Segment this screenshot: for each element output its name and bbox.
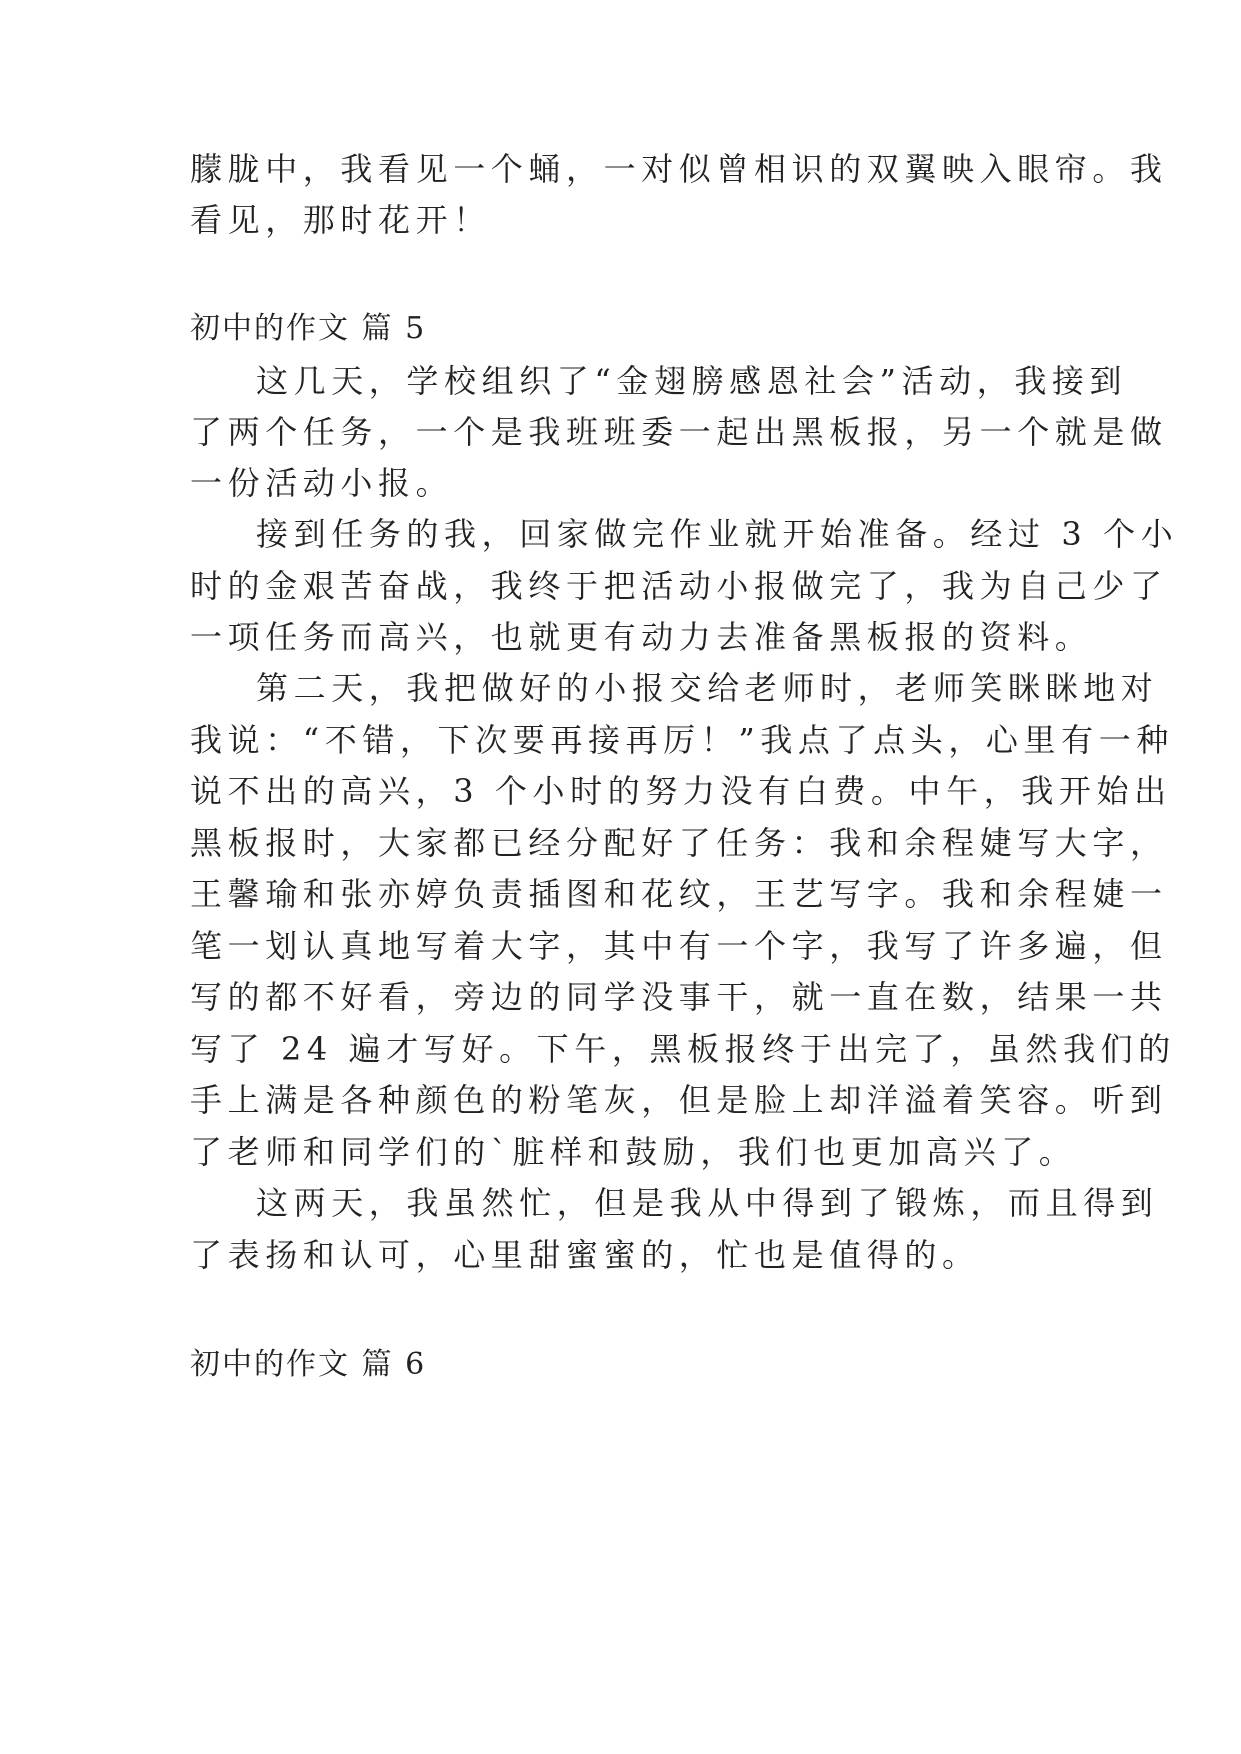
paragraph-3-line-1: 第二天，我把做好的小报交给老师时，老师笑眯眯地对 — [256, 669, 1159, 707]
paragraph-3-line-9: 手上满是各种颜色的粉笔灰，但是脸上却洋溢着笑容。听到 — [190, 1081, 1168, 1119]
intro-line-1: 朦胧中，我看见一个蛹，一对似曾相识的双翼映入眼帘。我 — [190, 150, 1168, 188]
paragraph-3-line-4: 黑板报时，大家都已经分配好了任务：我和余程婕写大字， — [190, 824, 1168, 862]
paragraph-3-line-8: 写了 24 遍才写好。下午，黑板报终于出完了，虽然我们的 — [190, 1030, 1176, 1068]
paragraph-2-line-3: 一项任务而高兴，也就更有动力去准备黑板报的资料。 — [190, 618, 1093, 656]
paragraph-2-line-2: 时的金艰苦奋战，我终于把活动小报做完了，我为自己少了 — [190, 567, 1168, 605]
paragraph-3-line-6: 笔一划认真地写着大字，其中有一个字，我写了许多遍，但 — [190, 927, 1168, 965]
paragraph-1-line-2: 了两个任务，一个是我班班委一起出黑板报，另一个就是做 — [190, 413, 1168, 451]
section-5-title: 初中的作文 篇 5 — [190, 311, 427, 346]
section-6-title: 初中的作文 篇 6 — [190, 1347, 427, 1382]
intro-line-2: 看见，那时花开！ — [190, 201, 491, 239]
paragraph-3-line-5: 王馨瑜和张亦婷负责插图和花纹，王艺写字。我和余程婕一 — [190, 875, 1168, 913]
paragraph-3-line-2: 我说：“不错，下次要再接再厉！”我点了点头，心里有一种 — [190, 721, 1174, 759]
paragraph-3-line-10: 了老师和同学们的`脏样和鼓励，我们也更加高兴了。 — [190, 1133, 1077, 1171]
paragraph-4-line-1: 这两天，我虽然忙，但是我从中得到了锻炼，而且得到 — [256, 1184, 1159, 1222]
paragraph-3-line-3: 说不出的高兴，3 个小时的努力没有白费。中午，我开始出 — [190, 772, 1172, 810]
paragraph-2-line-1: 接到任务的我，回家做完作业就开始准备。经过 3 个小 — [256, 515, 1179, 553]
paragraph-1-line-1: 这几天，学校组织了“金翅膀感恩社会”活动，我接到 — [256, 362, 1128, 400]
paragraph-3-line-7: 写的都不好看，旁边的同学没事干，就一直在数，结果一共 — [190, 978, 1168, 1016]
paragraph-1-line-3: 一份活动小报。 — [190, 464, 454, 502]
paragraph-4-line-2: 了表扬和认可，心里甜蜜蜜的，忙也是值得的。 — [190, 1236, 980, 1274]
